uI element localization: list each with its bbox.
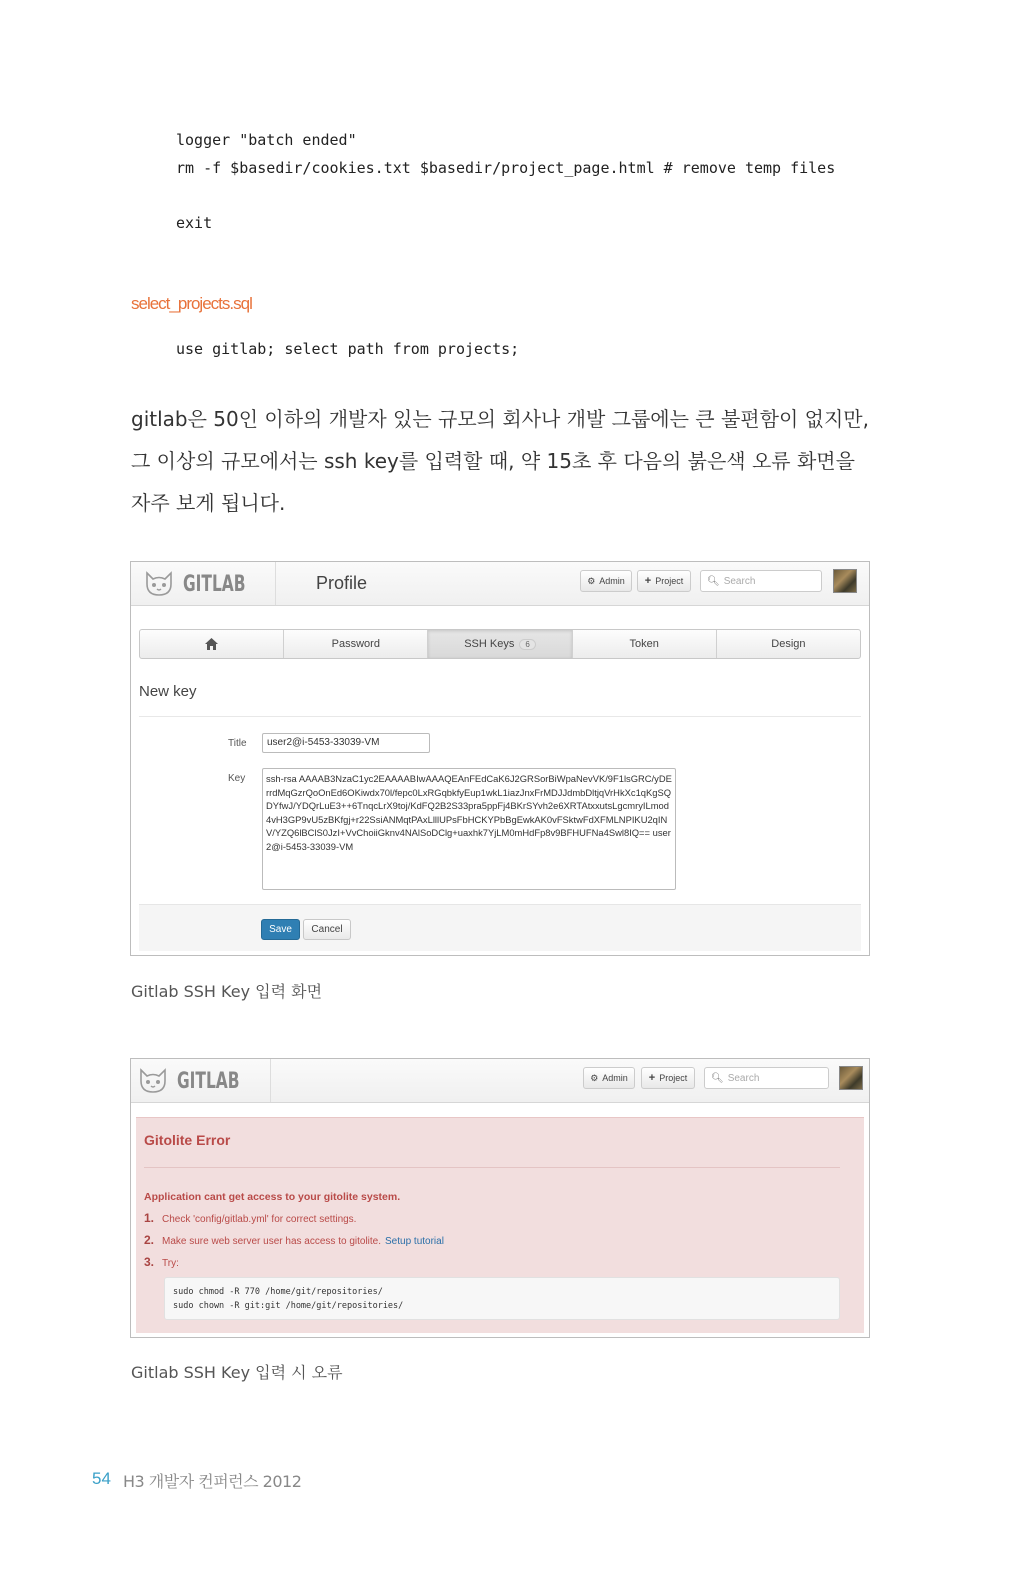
avatar[interactable]	[833, 569, 857, 593]
paragraph-line-3: 자주 보게 됩니다.	[131, 491, 286, 515]
error-step-3	[144, 1255, 179, 1269]
step-number: 3.	[144, 1255, 155, 1269]
profile-tabs	[139, 629, 861, 659]
tab-password[interactable]	[284, 630, 428, 658]
gitlab-logo[interactable]	[143, 566, 263, 602]
error-alert	[136, 1117, 864, 1333]
paragraph-line-2: 그 이상의 규모에서는 ssh key를 입력할 때, 약 15초 후 다음의 붉은색 오류 화면을	[131, 449, 855, 473]
code-line-rm: rm -f $basedir/cookies.txt $basedir/project_page.html # remove temp files	[176, 159, 836, 177]
navbar	[131, 1059, 869, 1103]
search-input[interactable]	[704, 1067, 829, 1089]
admin-button[interactable]	[580, 570, 632, 592]
new-project-button[interactable]	[637, 570, 691, 592]
body-paragraph	[131, 398, 891, 524]
error-step-1	[144, 1211, 356, 1225]
admin-label: Admin	[602, 1073, 628, 1083]
step-number: 1.	[144, 1211, 155, 1225]
ssh-keys-count-badge: 6	[519, 639, 535, 650]
step-text: Make sure web server user has access to gitolite.	[162, 1236, 381, 1247]
error-divider	[144, 1167, 840, 1168]
gear-icon: ⚙	[587, 575, 596, 586]
search-icon: 🔍︎	[707, 575, 720, 587]
paragraph-line-1: gitlab은 50인 이하의 개발자 있는 규모의 회사나 개발 그룹에는 큰 불편함이 없지만,	[131, 407, 869, 431]
book-title: H3 개발자 컨퍼런스 2012	[123, 1472, 302, 1491]
title-label: Title	[228, 738, 247, 749]
home-icon	[205, 638, 218, 650]
page-title: Profile	[316, 573, 368, 593]
step-text: Try:	[162, 1258, 179, 1269]
code-line-sql: use gitlab; select path from projects;	[176, 340, 520, 358]
error-step-2	[144, 1233, 444, 1247]
section-title: select_projects.sql	[131, 294, 252, 313]
new-project-button[interactable]	[641, 1067, 695, 1089]
avatar[interactable]	[839, 1066, 863, 1090]
cancel-button[interactable]: Cancel	[303, 919, 351, 940]
navbar	[131, 562, 869, 606]
tab-token-label: Token	[629, 638, 659, 650]
command-line-chmod: sudo chmod -R 770 /home/git/repositories/	[173, 1287, 383, 1297]
search-input[interactable]	[700, 570, 822, 592]
code-line-exit: exit	[176, 214, 213, 232]
tab-token[interactable]	[573, 630, 717, 658]
admin-label: Admin	[599, 576, 625, 586]
project-label: Project	[659, 1073, 688, 1083]
gitlab-cat-icon	[137, 1067, 169, 1095]
search-placeholder: Search	[723, 575, 756, 587]
nav-separator	[275, 562, 276, 605]
tab-ssh-keys-label: SSH Keys	[464, 638, 515, 650]
step-text: Check 'config/gitlab.yml' for correct settings.	[162, 1214, 357, 1225]
setup-tutorial-link[interactable]: Setup tutorial	[385, 1236, 444, 1247]
page-number: 54	[92, 1469, 111, 1488]
gitlab-logo[interactable]	[137, 1063, 257, 1099]
code-line-logger: logger "batch ended"	[176, 131, 357, 149]
new-key-heading: New key	[139, 683, 197, 700]
tab-password-label: Password	[331, 638, 380, 650]
project-label: Project	[655, 576, 684, 586]
title-input[interactable]: user2@i-5453-33039-VM	[262, 733, 430, 753]
plus-icon: +	[644, 575, 652, 587]
ssh-key-screenshot	[130, 561, 870, 956]
error-lead: Application cant get access to your gitolite system.	[144, 1191, 401, 1203]
command-block	[164, 1277, 840, 1320]
gitlab-cat-icon	[143, 570, 175, 598]
tab-design[interactable]	[717, 630, 860, 658]
tab-design-label: Design	[771, 638, 806, 650]
step-number: 2.	[144, 1233, 155, 1247]
search-placeholder: Search	[727, 1072, 760, 1084]
plus-icon: +	[648, 1072, 656, 1084]
gear-icon: ⚙	[590, 1072, 599, 1083]
nav-separator	[270, 1059, 271, 1102]
caption-ssh-error: Gitlab SSH Key 입력 시 오류	[131, 1363, 343, 1382]
admin-button[interactable]	[583, 1067, 635, 1089]
key-label: Key	[228, 773, 246, 784]
form-actions	[139, 904, 861, 951]
save-button[interactable]: Save	[261, 919, 300, 940]
logo-text: GITLAB	[183, 571, 246, 597]
command-line-chown: sudo chown -R git:git /home/git/repositories/	[173, 1301, 404, 1311]
tab-ssh-keys[interactable]	[428, 630, 572, 658]
divider	[139, 716, 861, 717]
tab-home[interactable]	[140, 630, 284, 658]
logo-text: GITLAB	[177, 1068, 240, 1094]
error-title: Gitolite Error	[144, 1132, 231, 1148]
search-icon: 🔍︎	[711, 1072, 724, 1084]
gitolite-error-screenshot	[130, 1058, 870, 1338]
caption-ssh-key: Gitlab SSH Key 입력 화면	[131, 982, 323, 1001]
key-textarea[interactable]: ssh-rsa AAAAB3NzaC1yc2EAAAABIwAAAQEAnFEdCaK6J2GRSorBiWpaNevVK/9F1lsGRC/yDErrdMqGzrQoOnEd6OKiwdx70l/fepc0LxRGqbkfyEup1wkL1iazJnxFrMDJJdmbDltjqVrHkXc1qKgSQDYfwJ/YDQrLuE3++6TnqcLrX9toj/KdFQ2B2S33pra5ppFj4BKrSYvh2e6XRTAtxxutsLgcmryILmod4vH3GP9vU5zBKfgj+r22SsiANMqtPAxLlllUPsFbHCKYPbBgEwkAK0vFSktwFdXFMLNPIKU2qINV/YZQ6lBClS0JzI+VvChoiiGknv4NAlSoDClg+uaxhk7YjLM0mHdFp8v9BFHUFNa4Swl8IQ== user2@i-5453-33039-VM	[262, 768, 676, 890]
